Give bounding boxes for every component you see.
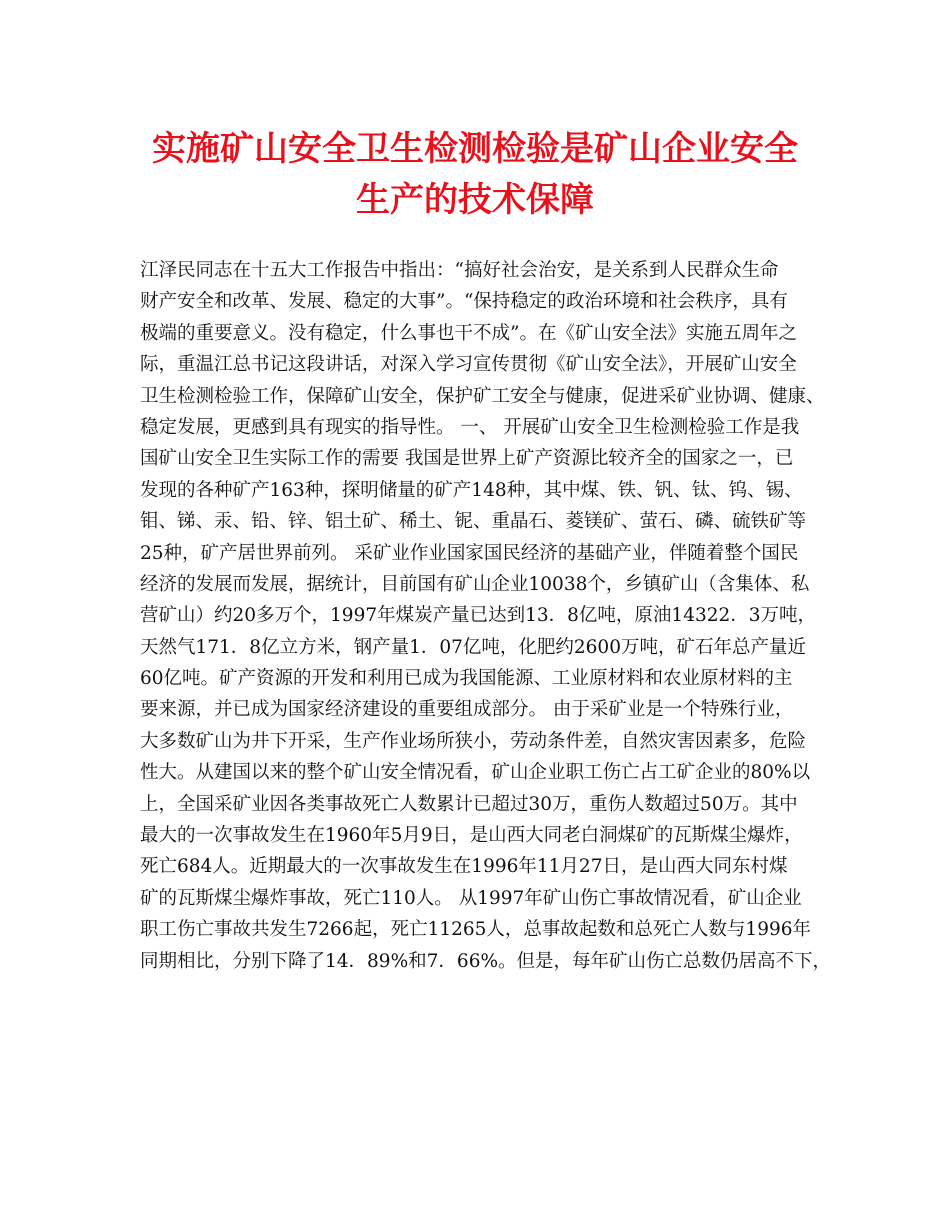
body-line: 发现的各种矿产163种，探明储量的矿产148种，其中煤、铁、钒、钛、钨、锡、 <box>140 479 803 501</box>
body-line: 25种，矿产居世界前列。 采矿业作业国家国民经济的基础产业，伴随着整个国民 <box>140 542 799 564</box>
body-line: 营矿山）约20多万个，1997年煤炭产量已达到13．8亿吨，原油14322．3万吨， <box>140 605 817 627</box>
document-title <box>100 124 850 226</box>
body-line: 钼、锑、汞、铅、锌、铝土矿、稀土、铌、重晶石、菱镁矿、萤石、磷、硫铁矿等 <box>140 511 807 533</box>
body-line: 性大。从建国以来的整个矿山安全情况看，矿山企业职工伤亡占工矿企业的80%以 <box>140 762 811 784</box>
body-line: 大多数矿山为井下开采，生产作业场所狭小，劳动条件差，自然灾害因素多，危险 <box>140 730 807 752</box>
body-line: 要来源，并已成为国家经济建设的重要组成部分。 由于采矿业是一个特殊行业， <box>140 699 794 721</box>
body-line: 江泽民同志在十五大工作报告中指出：“搞好社会治安，是关系到人民群众生命 <box>140 260 779 281</box>
body-line: 际，重温江总书记这段讲话，对深入学习宣传贯彻《矿山安全法》，开展矿山安全 <box>140 354 797 376</box>
body-line: 60亿吨。矿产资源的开发和利用已成为我国能源、工业原材料和农业原材料的主 <box>140 668 793 690</box>
body-line: 职工伤亡事故共发生7266起，死亡11265人，总事故起数和总死亡人数与1996年 <box>140 919 812 941</box>
body-line: 同期相比，分别下降了14．89%和7．66%。但是，每年矿山伤亡总数仍居高不下， <box>140 950 832 972</box>
body-line: 矿的瓦斯煤尘爆炸事故，死亡110人。 从1997年矿山伤亡事故情况看，矿山企业 <box>140 887 802 909</box>
body-line: 最大的一次事故发生在1960年5月9日，是山西大同老白洞煤矿的瓦斯煤尘爆炸， <box>140 825 803 847</box>
body-line: 稳定发展，更感到具有现实的指导性。 一、 开展矿山安全卫生检测检验工作是我 <box>140 416 800 438</box>
body-line: 财产安全和改革、发展、稳定的大事”。“保持稳定的政治环境和社会秩序，具有 <box>140 291 788 313</box>
body-line: 经济的发展而发展，据统计，目前国有矿山企业10038个，乡镇矿山（含集体、私 <box>140 573 810 595</box>
body-line: 极端的重要意义。没有稳定，什么事也干不成”。在《矿山安全法》实施五周年之 <box>140 322 797 344</box>
body-line: 国矿山安全卫生实际工作的需要 我国是世界上矿产资源比较齐全的国家之一，已 <box>140 448 794 470</box>
body-line: 死亡684人。近期最大的一次事故发生在1996年11月27日，是山西大同东村煤 <box>140 856 788 878</box>
title-line-1: 实施矿山安全卫生检测检验是矿山企业安全 <box>152 129 798 169</box>
title-line-2: 生产的技术保障 <box>356 180 594 220</box>
body-line: 上，全国采矿业因各类事故死亡人数累计已超过30万，重伤人数超过50万。其中 <box>140 793 798 815</box>
body-line: 卫生检测检验工作，保障矿山安全，保护矿工安全与健康，促进采矿业协调、健康、 <box>140 385 825 407</box>
body-line: 天然气171．8亿立方米，钢产量1．07亿吨，化肥约2600万吨，矿石年总产量近 <box>140 636 806 658</box>
document-body <box>140 255 830 977</box>
